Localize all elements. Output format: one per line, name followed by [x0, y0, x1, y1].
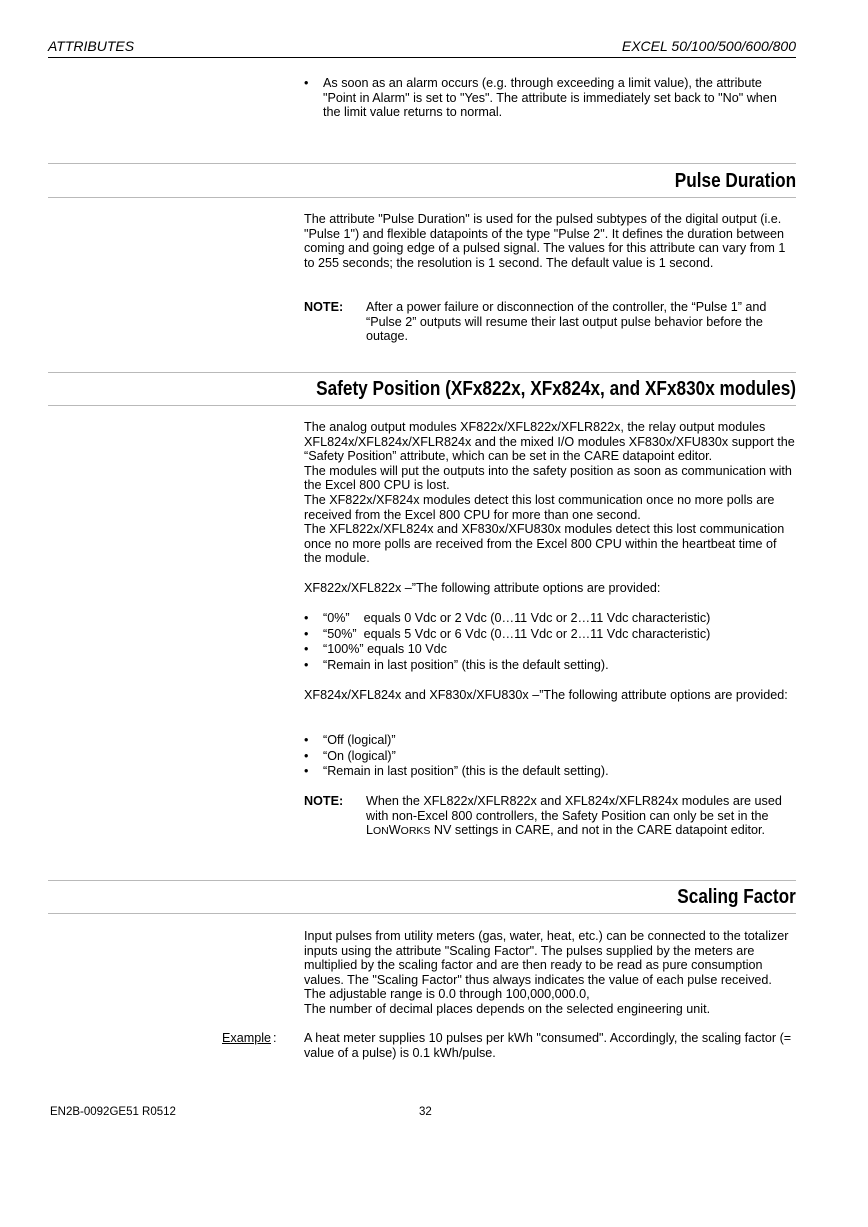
example-label: Example [222, 1031, 271, 1045]
section-title-pulse-duration: Pulse Duration [674, 170, 796, 192]
safety-intro-line: The XF822x/XF824x modules detect this lost communication once no more polls are received from the Excel 800 CPU for more than one second. [304, 492, 775, 522]
xf824-heading: XF824x/XFL824x and XF830x/XFU830x –”The following attribute options are provided: [304, 688, 788, 702]
list-item: • “Remain in last position” (this is the default setting). [304, 764, 796, 780]
section-rule-top [48, 163, 796, 164]
scaling-factor-body [304, 929, 796, 1017]
section-title-scaling-factor: Scaling Factor [677, 886, 796, 908]
pulse-duration-body [304, 212, 796, 270]
note-label: NOTE: [304, 794, 344, 808]
pulse-duration-note [304, 300, 796, 344]
list-item: • “Off (logical)” [304, 733, 796, 749]
safety-intro-line: The modules will put the outputs into the safety position as soon as communication with the Excel 800 CPU is lost. [304, 463, 792, 493]
header-product-name: EXCEL 50/100/500/600/800 [621, 38, 796, 54]
note-text-post: NV settings in CARE, and not in the CARE datapoint editor. [430, 823, 766, 838]
intro-block [304, 76, 796, 120]
header-rule [48, 57, 796, 58]
lonworks-W: W [388, 823, 401, 838]
note-text [366, 794, 796, 839]
footer-page-number: 32 [419, 1106, 432, 1118]
example-colon: : [273, 1031, 277, 1045]
list-item: • “0%” equals 0 Vdc or 2 Vdc (0…11 Vdc or 2…11 Vdc characteristic) [304, 611, 796, 627]
header-section-name: ATTRIBUTES [48, 38, 135, 54]
list-item: • “100%” equals 10 Vdc [304, 642, 796, 658]
section-rule-bottom [48, 197, 796, 198]
section-rule-bottom [48, 913, 796, 914]
safety-position-note [304, 794, 796, 839]
section-rule-bottom [48, 405, 796, 406]
scaling-factor-paragraph: Input pulses from utility meters (gas, water, heat, etc.) can be connected to the totalizer inputs using the attribute "Scaling Factor". The pulses supplied by the meters are multiplied by the scaling factor and are then ready to be read as pure consumption values. The "Scaling Factor" thus always indicates the value of each pulse received. The adjustable range is 0.0 through 100,000,000.0, [304, 929, 789, 1002]
xf822-heading: XF822x/XFL822x –”The following attribute options are provided: [304, 581, 661, 595]
scaling-factor-paragraph: The number of decimal places depends on the selected engineering unit. [304, 1001, 711, 1016]
note-text: After a power failure or disconnection of the controller, the “Pulse 1” and “Pulse 2” outputs will resume their last output pulse behavior before the outage. [366, 300, 767, 344]
lonworks-ON: ON [373, 825, 389, 838]
note-text-pre: When the XFL822x/XFLR822x and XFL824x/XFLR824x modules are used with non-Excel 800 controllers, the Safety Position can only be set in the [366, 794, 782, 823]
example-text: A heat meter supplies 10 pulses per kWh "consumed". Accordingly, the scaling factor (= value of a pulse) is 0.1 kWh/pulse. [304, 1031, 792, 1060]
lonworks-ORKS: ORKS [400, 825, 431, 838]
lonworks-L: L [366, 823, 374, 838]
safety-intro-line: The XFL822x/XFL824x and XF830x/XFU830x modules detect this lost communication once no more polls are received from the Excel 800 CPU within the heartbeat time of the module. [304, 522, 785, 566]
xf824-options-list [304, 733, 796, 780]
list-item: • “On (logical)” [304, 749, 796, 765]
section-rule-top [48, 372, 796, 373]
pulse-duration-paragraph: The attribute "Pulse Duration" is used for the pulsed subtypes of the digital output (i.e. "Pulse 1") and flexible datapoints of the type "Pulse 2". It defines the duration between coming and going edge of a pulsed signal. The values for this attribute can vary from 1 to 255 seconds; the resolution is 1 second. The default value is 1 second. [304, 212, 786, 270]
xf822-options-list [304, 611, 796, 673]
safety-position-intro [304, 420, 796, 566]
footer-doc-id: EN2B-0092GE51 R0512 [50, 1106, 176, 1118]
page-header [48, 38, 796, 56]
section-title-safety-position: Safety Position (XFx822x, XFx824x, and XFx830x modules) [316, 378, 796, 400]
list-item: • “50%” equals 5 Vdc or 6 Vdc (0…11 Vdc or 2…11 Vdc characteristic) [304, 627, 796, 643]
note-label: NOTE: [304, 300, 344, 314]
section-rule-top [48, 880, 796, 881]
list-item: • “Remain in last position” (this is the default setting). [304, 658, 796, 674]
safety-intro-line: The analog output modules XF822x/XFL822x/XFLR822x, the relay output modules XFL824x/XFL824x/XFLR824x and the mixed I/O modules XF830x/XFU830x support the “Safety Position” attribute, which can be set in the CARE datapoint editor. [304, 420, 795, 464]
lonworks-trademark [366, 823, 430, 837]
intro-bullet: • As soon as an alarm occurs (e.g. through exceeding a limit value), the attribute "Point in Alarm" is set to "Yes". The attribute is immediately set back to "No" when the limit value returns to normal. [304, 76, 796, 120]
